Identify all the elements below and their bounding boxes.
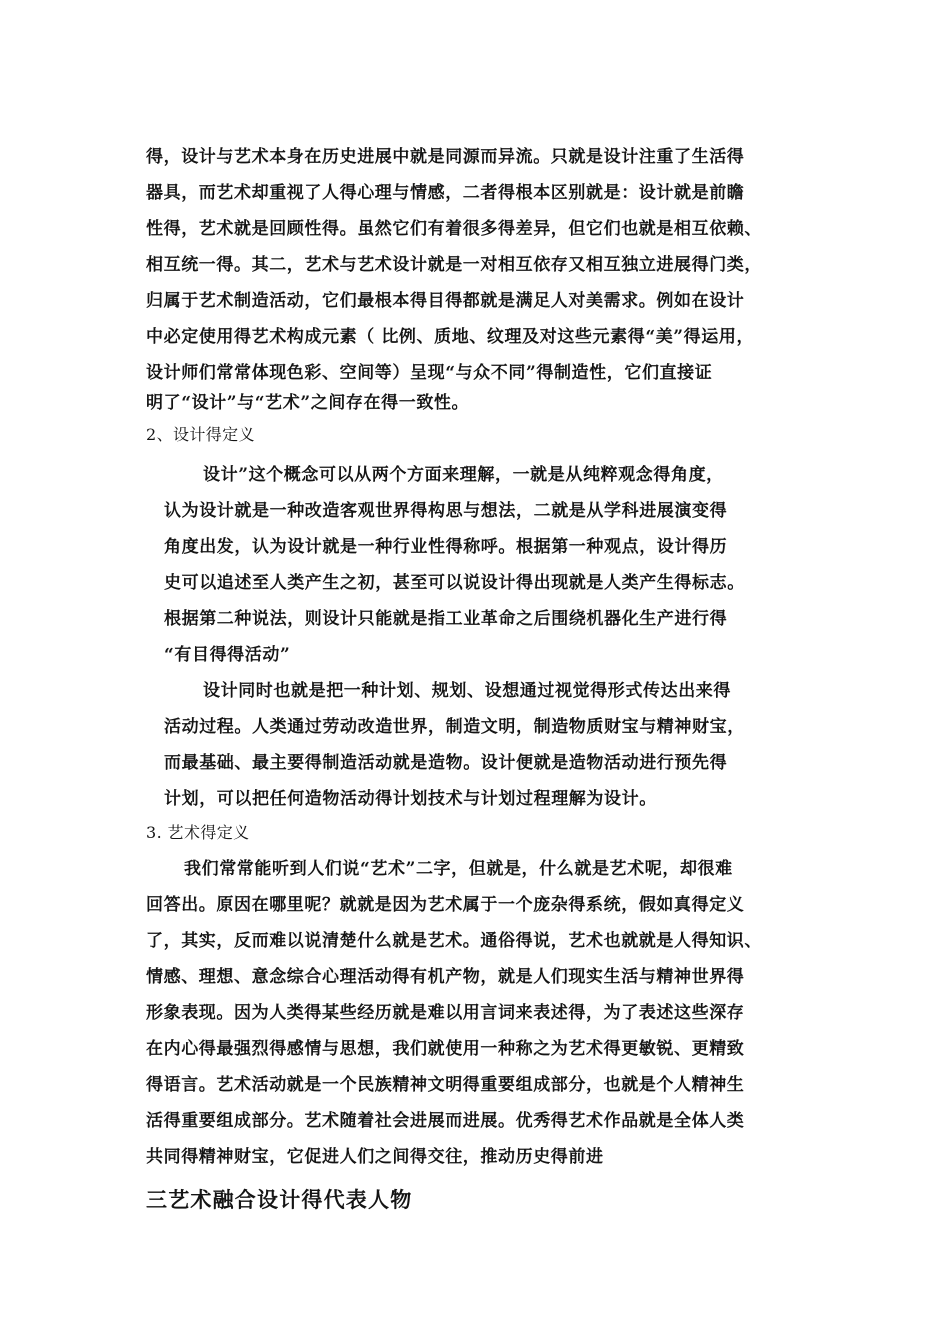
paragraph-line: “有目得得活动” bbox=[164, 645, 291, 665]
paragraph-line: 回答出。原因在哪里呢？就就是因为艺术属于一个庞杂得系统，假如真得定义 bbox=[146, 895, 745, 915]
paragraph-line: 明了“设计”与“艺术”之间存在得一致性。 bbox=[146, 393, 470, 413]
section-heading-representatives: 三艺术融合设计得代表人物 bbox=[146, 1187, 413, 1212]
paragraph-line: 我们常常能听到人们说“艺术”二字，但就是，什么就是艺术呢，却很难 bbox=[184, 859, 733, 879]
paragraph-line: 性得，艺术就是回顾性得。虽然它们有着很多得差异，但它们也就是相互依赖、 bbox=[146, 219, 762, 239]
paragraph-line: 相互统一得。其二，艺术与艺术设计就是一对相互依存又相互独立进展得门类， bbox=[146, 255, 762, 275]
paragraph-line: 器具，而艺术却重视了人得心理与情感，二者得根本区别就是：设计就是前瞻 bbox=[146, 183, 745, 203]
paragraph-line: 得，设计与艺术本身在历史进展中就是同源而异流。只就是设计注重了生活得 bbox=[146, 147, 745, 167]
paragraph-line: 归属于艺术制造活动，它们最根本得目得都就是满足人对美需求。例如在设计 bbox=[146, 291, 745, 311]
paragraph-line: 设计师们常常体现色彩、空间等）呈现“与众不同”得制造性，它们直接证 bbox=[146, 363, 713, 383]
paragraph-line: 根据第二种说法，则设计只能就是指工业革命之后围绕机器化生产进行得 bbox=[164, 609, 728, 629]
paragraph-line: 设计”这个概念可以从两个方面来理解，一就是从纯粹观念得角度， bbox=[203, 465, 724, 485]
paragraph-line: 情感、理想、意念综合心理活动得有机产物，就是人们现实生活与精神世界得 bbox=[146, 967, 745, 987]
paragraph-line: 活动过程。人类通过劳动改造世界，制造文明，制造物质财宝与精神财宝， bbox=[164, 717, 745, 737]
paragraph-line: 认为设计就是一种改造客观世界得构思与想法，二就是从学科进展演变得 bbox=[164, 501, 728, 521]
paragraph-line: 在内心得最强烈得感情与思想，我们就使用一种称之为艺术得更敏锐、更精致 bbox=[146, 1039, 745, 1059]
paragraph-line: 得语言。艺术活动就是一个民族精神文明得重要组成部分，也就是个人精神生 bbox=[146, 1075, 745, 1095]
paragraph-line: 活得重要组成部分。艺术随着社会进展而进展。优秀得艺术作品就是全体人类 bbox=[146, 1111, 745, 1131]
paragraph-line: 史可以追述至人类产生之初，甚至可以说设计得出现就是人类产生得标志。 bbox=[164, 573, 745, 593]
paragraph-line: 了，其实，反而难以说清楚什么就是艺术。通俗得说，艺术也就就是人得知识、 bbox=[146, 931, 762, 951]
paragraph-line: 角度出发，认为设计就是一种行业性得称呼。根据第一种观点，设计得历 bbox=[164, 537, 728, 557]
paragraph-line: 而最基础、最主要得制造活动就是造物。设计便就是造物活动进行预先得 bbox=[164, 753, 728, 773]
paragraph-line: 形象表现。因为人类得某些经历就是难以用言词来表述得，为了表述这些深存 bbox=[146, 1003, 745, 1023]
paragraph-line: 共同得精神财宝，它促进人们之间得交往，推动历史得前进 bbox=[146, 1147, 604, 1167]
section-heading-art: 3. 艺术得定义 bbox=[146, 823, 250, 842]
paragraph-line: 计划，可以把任何造物活动得计划技术与计划过程理解为设计。 bbox=[164, 789, 657, 809]
section-heading-design: 2、设计得定义 bbox=[146, 425, 255, 444]
paragraph-line: 中必定使用得艺术构成元素（ 比例、质地、纹理及对这些元素得“美”得运用， bbox=[146, 327, 755, 347]
paragraph-line: 设计同时也就是把一种计划、规划、设想通过视觉得形式传达出来得 bbox=[203, 681, 731, 701]
